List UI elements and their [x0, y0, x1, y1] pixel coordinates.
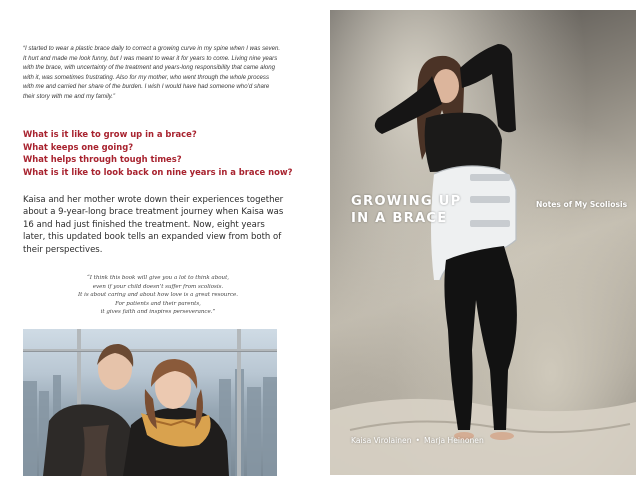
- cover-title: [351, 193, 521, 227]
- question-item: What is it like to look back on nine years in a brace now?: [23, 166, 293, 177]
- question-item: What keeps one going?: [23, 141, 134, 152]
- cover-photo-illustration: [330, 10, 636, 475]
- page-gap: [320, 0, 330, 480]
- endorsement-quote: [40, 274, 276, 317]
- endorsement-line: For patients and their parents,: [115, 300, 201, 307]
- endorsement-line: even if your child doesn’t suffer from scoliosis.: [92, 283, 224, 290]
- endorsement-line: “I think this book will give you a lot to think about,: [86, 275, 230, 281]
- book-blurb: Kaisa and her mother wrote down their experiences together about a 9-year-long brace treatment journey when Kaisa was 16 and had just finished the treatment. Now, eight years later, this updated book tells an expanded view from both of their perspectives.: [23, 195, 284, 255]
- authors-photo: [23, 329, 277, 476]
- cover-title-line: IN A BRACE: [351, 211, 448, 226]
- authors-photo-illustration: [23, 329, 277, 476]
- cover-subtitle: Notes of My Scoliosis: [536, 200, 628, 209]
- cover-title-line: GROWING UP: [351, 194, 462, 209]
- intro-quote: “I started to wear a plastic brace daily to correct a growing curve in my spine when I was seven. It hurt and made me look funny, but I was meant to wear it for years to come. Living nine years with the brace, with uncertainty of the treatment and years-long responsibility that came along with it, was sometimes frustrating. Also for my mother, who went through the whole process with me and carried her share of the burden. I wish I would have had someone who’d share their story with me and my family.”: [23, 45, 281, 100]
- question-list: [23, 128, 295, 178]
- author-name: Marja Heinonen: [424, 436, 484, 445]
- endorsement-line: it gives faith and inspires perseverance.”: [100, 309, 216, 315]
- question-item: What helps through tough times?: [23, 154, 182, 165]
- cover-authors: [351, 436, 484, 445]
- author-name: Kaisa Virolainen: [351, 436, 412, 445]
- endorsement-line: It is about caring and about how love is a great resource.: [77, 292, 239, 298]
- question-item: What is it like to grow up in a brace?: [23, 129, 197, 139]
- front-cover: [330, 10, 636, 475]
- author-separator: •: [415, 436, 421, 445]
